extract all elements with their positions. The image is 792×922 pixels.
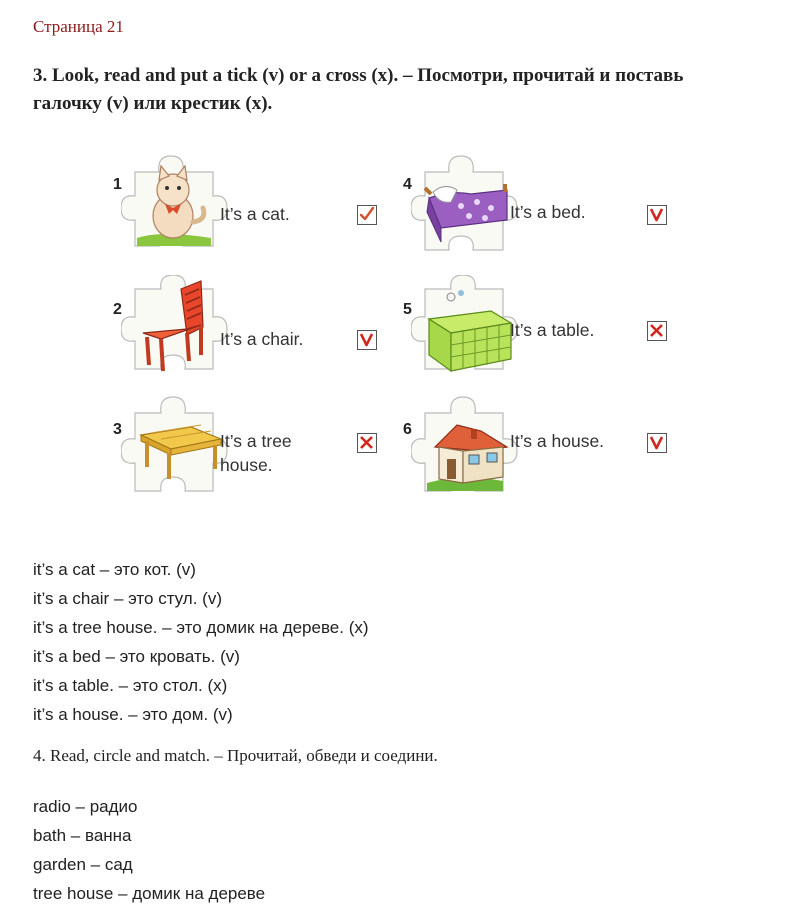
vocab-line: garden – сад — [33, 855, 133, 874]
x-mark-icon — [358, 434, 375, 451]
v-mark-box — [647, 433, 667, 453]
bed-puzzle-icon — [411, 150, 519, 258]
vocab-line: bath – ванна — [33, 826, 132, 845]
answer-line: it’s a table. – это стол. (x) — [33, 676, 228, 695]
item-number: 6 — [403, 421, 412, 438]
x-mark-icon — [648, 322, 665, 339]
chair-puzzle-icon — [121, 275, 229, 383]
answer-line: it’s a house. – это дом. (v) — [33, 705, 233, 724]
item-number: 4 — [403, 176, 412, 193]
task4-title: 4. Read, circle and match. – Прочитай, обведи и соедини. — [33, 746, 438, 765]
vocab-line: radio – радио — [33, 797, 138, 816]
answer-line: it’s a bed – это кровать. (v) — [33, 647, 240, 666]
item-caption: It’s a bed. — [510, 202, 586, 222]
v-mark-icon — [358, 331, 375, 348]
v-mark-box — [357, 330, 377, 350]
exercise-item-1 — [105, 150, 395, 260]
item-caption: It’s a cat. — [220, 204, 290, 224]
v-mark-icon — [648, 206, 665, 223]
x-mark-box — [357, 433, 377, 453]
answer-line: it’s a tree house. – это домик на дереве. (x) — [33, 618, 369, 637]
item-number: 2 — [113, 301, 122, 318]
task3-title: 3. Look, read and put a tick (v) or a cross (x). – Посмотри, прочитай и поставь галочку (v) или крестик (x). — [33, 65, 684, 114]
page-number: Страница 21 — [33, 17, 124, 36]
answer-line: it’s a cat – это кот. (v) — [33, 560, 196, 579]
vocab-line: tree house – домик на дереве — [33, 884, 266, 903]
house-puzzle-icon — [411, 395, 519, 503]
item-caption: It’s a tree house. — [220, 431, 292, 475]
cat-puzzle-icon — [121, 150, 229, 258]
crib-puzzle-icon — [411, 275, 519, 383]
exercise-item-6 — [395, 395, 685, 505]
item-caption: It’s a chair. — [220, 329, 304, 349]
exercise-item-5 — [395, 275, 685, 385]
exercise-item-2 — [105, 275, 395, 385]
tick-icon — [358, 206, 375, 223]
item-number: 5 — [403, 301, 412, 318]
tick-mark-box — [357, 205, 377, 225]
exercise-item-3 — [105, 395, 395, 505]
v-mark-box — [647, 205, 667, 225]
table-puzzle-icon — [121, 395, 229, 503]
exercise-item-4 — [395, 150, 685, 260]
exercise-illustration — [105, 150, 685, 510]
v-mark-icon — [648, 434, 665, 451]
answer-line: it’s a chair – это стул. (v) — [33, 589, 222, 608]
item-caption: It’s a table. — [510, 320, 595, 340]
item-number: 1 — [113, 176, 122, 193]
task3-answers — [33, 555, 369, 729]
task4-vocab-list — [33, 792, 265, 908]
item-caption: It’s a house. — [510, 431, 605, 451]
x-mark-box — [647, 321, 667, 341]
item-number: 3 — [113, 421, 122, 438]
